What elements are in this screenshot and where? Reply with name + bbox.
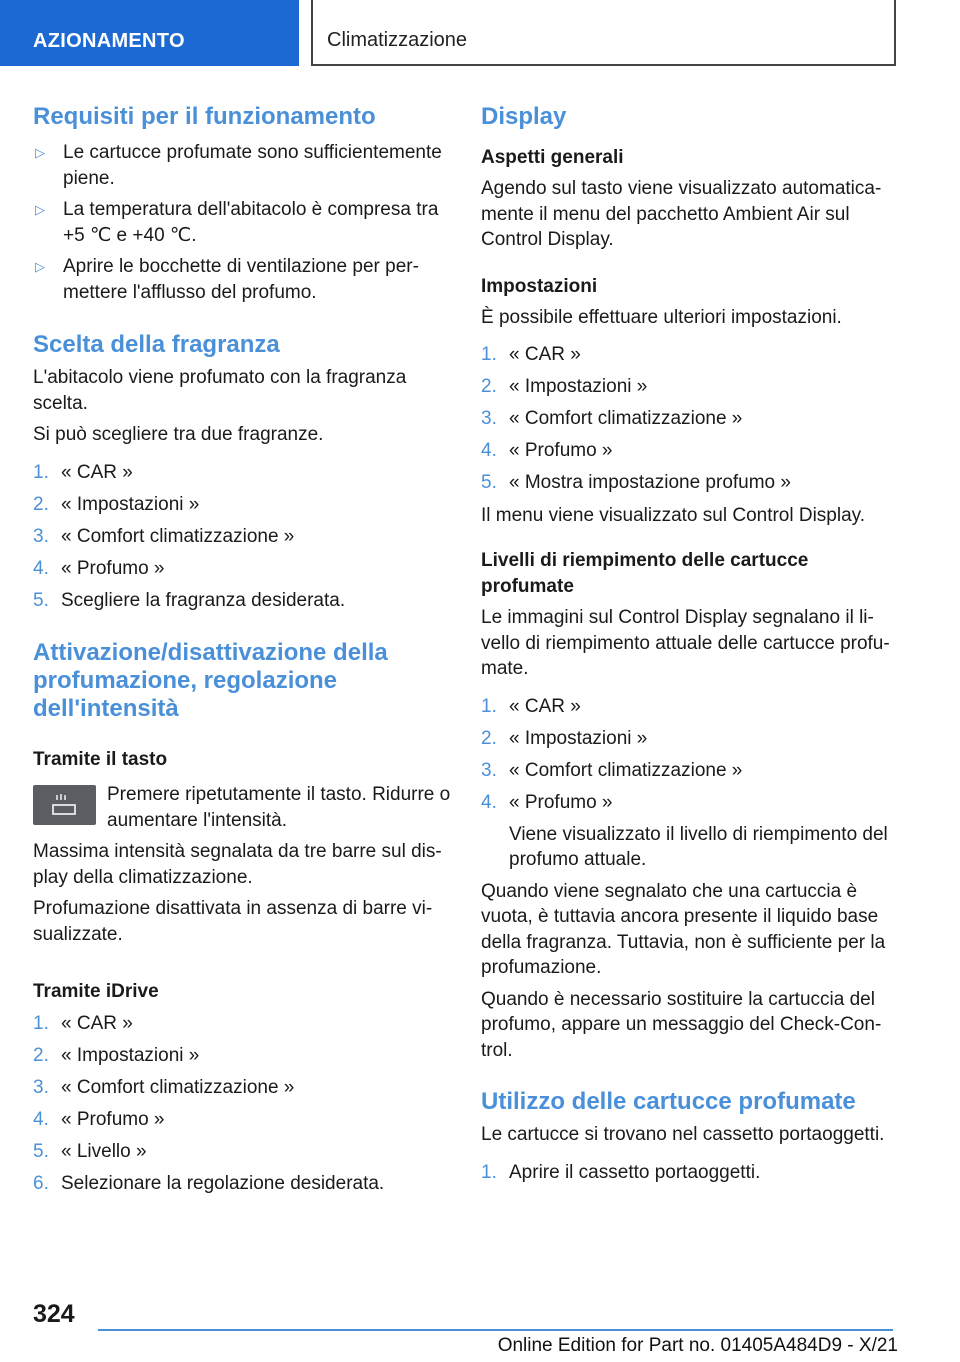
requirements-heading: Requisiti per il funzionamento bbox=[33, 103, 376, 130]
settings-steps bbox=[481, 342, 896, 496]
list-item: 4. « Profumo » bbox=[33, 557, 165, 579]
settings-text: Il menu viene visualizzato sul Control Display. bbox=[481, 504, 866, 526]
cartridge-use-text: Le cartucce si trovano nel cassetto portaoggetti. bbox=[481, 1124, 885, 1145]
levels-text: Quando viene segnalato che una cartuccia è vuota, è tuttavia ancora presente il liquido base della fragranza. Tuttavia, non è sufficiente per la profumazione. bbox=[481, 880, 886, 978]
cartridge-use-heading: Utilizzo delle cartucce profumate bbox=[481, 1088, 856, 1115]
cartridge-use-steps bbox=[481, 1160, 896, 1186]
triangle-bullet-icon: ▷ bbox=[35, 202, 45, 217]
requirements-list bbox=[33, 140, 453, 305]
list-item: 5. « Mostra impostazione profumo » bbox=[481, 472, 791, 493]
idrive-subheading: Tramite iDrive bbox=[33, 981, 159, 1002]
list-item: 6. Selezionare la regolazione desiderata. bbox=[33, 1173, 385, 1194]
list-item: 4. « Profumo » bbox=[481, 440, 613, 461]
list-item: 2. « Impostazioni » bbox=[33, 493, 200, 515]
fragrance-heading: Scelta della fragranza bbox=[33, 331, 280, 358]
fragrance-key-image bbox=[33, 785, 96, 825]
settings-subheading: Impostazioni bbox=[481, 275, 598, 297]
idrive-steps bbox=[33, 1011, 453, 1197]
header-section-tab: AZIONAMENTO bbox=[0, 0, 299, 66]
key-subheading: Tramite il tasto bbox=[33, 749, 168, 770]
activation-heading: Attivazione/disattivazione della profumazione, regolazione dell'intensità bbox=[33, 639, 388, 722]
key-text: Premere ripetutamente il tasto. Ridurre o aumentare l'intensità. bbox=[107, 784, 451, 831]
fragrance-text: L'abitacolo viene profumato con la fragranza scelta. bbox=[33, 367, 407, 414]
list-item: 5. Scegliere la fragranza desiderata. bbox=[33, 589, 346, 611]
triangle-bullet-icon: ▷ bbox=[35, 259, 45, 274]
general-text: Agendo sul tasto viene visualizzato automaticamente il menu del pacchetto Ambient Air sul Control Display. bbox=[481, 178, 882, 250]
fragrance-text: Si può scegliere tra due fragranze. bbox=[33, 424, 324, 445]
list-item: 4. « Profumo » bbox=[33, 1109, 165, 1130]
levels-text: Quando è necessario sostituire la cartuccia del profumo, appare un messaggio del Check-Control. bbox=[481, 988, 882, 1061]
edition-note: Online Edition for Part no. 01405A484D9 - X/21 bbox=[497, 1335, 898, 1356]
key-instruction bbox=[33, 782, 453, 833]
levels-text: Le immagini sul Control Display segnalano il livello di riempimento attuale delle cartucce profumate. bbox=[481, 607, 890, 679]
fragrance-steps bbox=[33, 460, 453, 614]
list-item: 2. « Impostazioni » bbox=[481, 727, 648, 749]
list-item: 3. « Comfort climatizzazione » bbox=[481, 408, 743, 429]
key-text: Profumazione disattivata in assenza di barre visualizzate. bbox=[33, 898, 433, 945]
right-column bbox=[481, 100, 896, 1185]
list-item: 2. « Impostazioni » bbox=[33, 1045, 200, 1066]
list-item: ▷ Aprire le bocchette di ventilazione per permettere l'afflusso del profumo. bbox=[33, 254, 453, 305]
header-chapter-tab: Climatizzazione bbox=[311, 0, 896, 66]
general-subheading: Aspetti generali bbox=[481, 147, 624, 168]
left-column bbox=[33, 100, 453, 1197]
list-item: 1. « CAR » bbox=[33, 461, 133, 483]
list-item: 4. « Profumo » bbox=[481, 791, 613, 813]
levels-subheading: Livelli di riempimento delle cartucce profumate bbox=[481, 550, 809, 597]
page-number: 324 bbox=[33, 1300, 75, 1328]
list-item: 1. Aprire il cassetto portaoggetti. bbox=[481, 1161, 761, 1183]
list-item: 3. « Comfort climatizzazione » bbox=[33, 1077, 295, 1098]
list-item: 1. « CAR » bbox=[481, 344, 581, 365]
list-item: 1. « CAR » bbox=[481, 695, 581, 717]
list-item: 5. « Livello » bbox=[33, 1141, 147, 1162]
footer-divider bbox=[98, 1329, 893, 1331]
list-item: 2. « Impostazioni » bbox=[481, 376, 648, 397]
display-heading: Display bbox=[481, 103, 567, 130]
levels-steps bbox=[481, 694, 896, 816]
triangle-bullet-icon: ▷ bbox=[35, 145, 45, 160]
settings-text: È possibile effettuare ulteriori impostazioni. bbox=[481, 306, 842, 328]
fragrance-key-icon bbox=[51, 793, 79, 817]
list-item: 3. « Comfort climatizzazione » bbox=[481, 759, 743, 781]
list-item: 3. « Comfort climatizzazione » bbox=[33, 525, 295, 547]
levels-note: Viene visualizzato il livello di riempimento del profumo attuale. bbox=[509, 823, 888, 870]
list-item: 1. « CAR » bbox=[33, 1013, 133, 1034]
key-text: Massima intensità segnalata da tre barre sul display della climatizzazione. bbox=[33, 841, 442, 888]
list-item: ▷ Le cartucce profumate sono sufficientemente piene. bbox=[33, 140, 453, 191]
list-item: ▷ La temperatura dell'abitacolo è compresa tra +5 ℃ e +40 ℃. bbox=[33, 197, 453, 248]
